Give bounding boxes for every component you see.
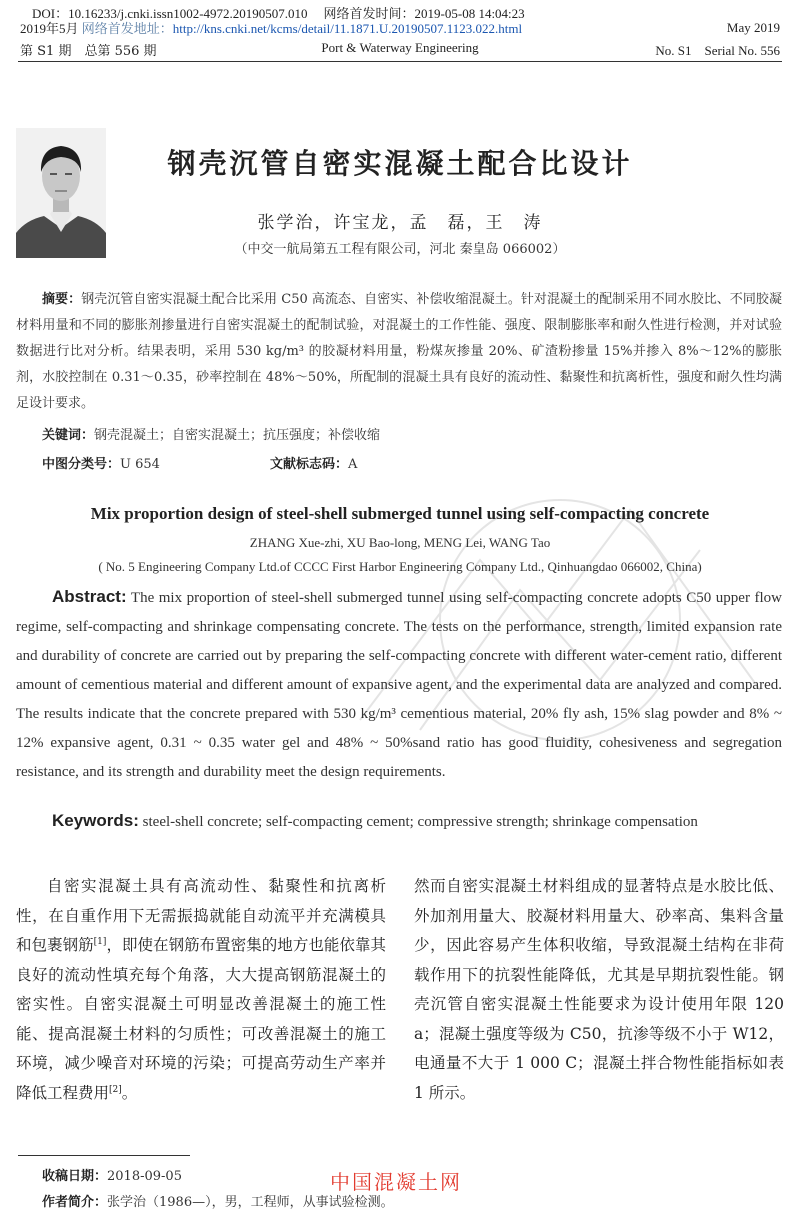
- received-date: [42, 1165, 182, 1184]
- body-column-right: 然而自密实混凝土材料组成的显著特点是水胶比低、外加剂用量大、胶凝材料用量大、砂率高、集料含量少，因此容易产生体积收缩，导致混凝土结构在非荷载作用下的抗裂性能降低，尤其是早期抗裂性能。钢壳沉管自密实混凝土性能要求为设计使用年限 120 a；混凝土强度等级为 C50，抗渗等级不小于 W12，电通量不大于 1 000 C；混凝土拌合物性能指标如表 1 所示。: [414, 877, 784, 1102]
- abstract-cn-text: 钢壳沉管自密实混凝土配合比采用 C50 高流态、自密实、补偿收缩混凝土。针对混凝土的配制采用不同水胶比、不同胶凝材料用量和不同的膨胀剂掺量进行自密实混凝土的配制试验，对混凝土的工作性能、强度、限制膨胀率和耐久性进行检测，并对试验数据进行比对分析。结果表明，采用 530 kg/m³ 的胶凝材料用量，粉煤灰掺量 20%、矿渣粉掺量 15%并掺入 8%～12%的膨胀剂，水胶控制在 0.31～0.35，砂率控制在 48%～50%，所配制的混凝土具有良好的流动性、黏聚性和抗离析性，强度和耐久性均满足设计要求。: [16, 292, 782, 411]
- affiliation-en: ( No. 5 Engineering Company Ltd.of CCCC First Harbor Engineering Company Ltd., Qinhuangdao 066002, China): [98, 559, 702, 574]
- date-left: 2019年5月: [20, 21, 79, 36]
- abstract-cn-label: 摘要：: [42, 292, 82, 307]
- body-left-text-2: ，即使在钢筋布置密集的地方也能依靠其良好的流动性填充每个角落，大大提高钢筋混凝土的密实性。自密实混凝土可明显改善混凝土的施工性能、提高混凝土材料的匀质性；可改善混凝土的施工环境，减少噪音对环境的污染；可提高劳动生产率并降低工程费用: [16, 936, 386, 1102]
- citation-ref-1[interactable]: [1]: [93, 936, 107, 947]
- authors-cn: 张学治，许宝龙，孟 磊，王 涛: [257, 213, 543, 233]
- header-rule: [18, 61, 782, 62]
- abstract-en: [16, 582, 782, 787]
- site-watermark-brand: 中国混凝土网: [330, 1170, 462, 1194]
- article-title-en: Mix proportion design of steel-shell submerged tunnel using self-compacting concrete: [90, 504, 710, 523]
- received-value: 2018-09-05: [107, 1169, 182, 1184]
- online-first-url-label: 网络首发地址：: [81, 21, 173, 36]
- author-bio-label: 作者简介：: [42, 1195, 108, 1210]
- body-left-text-3: 。: [121, 1083, 138, 1102]
- author-bio-text: 张学治（1986—），男，工程师，从事试验检测。: [107, 1195, 394, 1210]
- online-first-url-line: [20, 18, 522, 37]
- keywords-en: [52, 811, 698, 831]
- doc-code-label: 文献标志码：: [270, 457, 349, 472]
- clc-number: [42, 453, 160, 472]
- issue-left: 第 S1 期 总第 556 期: [20, 44, 157, 59]
- keywords-en-text: steel-shell concrete; self-compacting cement; compressive strength; shrinkage compensation: [142, 814, 698, 830]
- body-column-left: [16, 872, 386, 1108]
- article-title-cn: 钢壳沉管自密实混凝土配合比设计: [167, 147, 633, 180]
- clc-value: U 654: [120, 457, 160, 472]
- affiliation-cn: （中交一航局第五工程有限公司，河北 秦皇岛 066002）: [234, 242, 566, 257]
- doc-code-value: A: [348, 457, 358, 472]
- issue-right: No. S1 Serial No. 556: [655, 43, 780, 58]
- citation-ref-2[interactable]: [2]: [109, 1084, 122, 1095]
- keywords-en-label: Keywords:: [52, 811, 139, 830]
- authors-en: ZHANG Xue-zhi, XU Bao-long, MENG Lei, WANG Tao: [249, 535, 551, 550]
- date-right: May 2019: [726, 20, 780, 35]
- body-left-text-1: 自密实混凝土具有高流动性、黏聚性和抗离析性，在自重作用下无需振捣就能自动流平并充满模具和包裹钢筋: [16, 877, 386, 954]
- journal-name: Port & Waterway Engineering: [321, 40, 479, 55]
- keywords-cn: [42, 424, 380, 443]
- document-code: [270, 453, 357, 472]
- received-label: 收稿日期：: [42, 1169, 108, 1184]
- online-first-time: 网络首发时间：2019-05-08 14:04:23: [323, 6, 525, 21]
- clc-label: 中图分类号：: [42, 457, 121, 472]
- online-first-url-link[interactable]: http://kns.cnki.net/kcms/detail/11.1871.U.20190507.1123.022.html: [172, 21, 523, 36]
- abstract-en-text: The mix proportion of steel-shell submerged tunnel using self-compacting concrete adopts C50 upper flow regime, self-compacting and shrinkage compensating concrete. The tests on the performance, strength, limited expansion rate and durability of concrete are carried out by preparing the self-compacting concrete with different water-cement ratio, different amount of cementious material and different amount of expansive agent, and the experimental data are analyzed and compared. The results indicate that the concrete prepared with 530 kg/m³ cementious material, 20% fly ash, 15% slag powder and 8% ~ 12% expansive agent, 0.31 ~ 0.35 water gel and 48% ~ 50%sand ratio has good fluidity, cohesiveness and segregation resistance, and its strength and durability meet the design requirements.: [16, 590, 782, 780]
- doi: DOI：10.16233/j.cnki.issn1002-4972.20190507.010: [32, 6, 308, 21]
- footnote-rule: [18, 1155, 190, 1156]
- abstract-en-label: Abstract:: [52, 587, 127, 606]
- abstract-cn: [16, 287, 782, 417]
- keywords-cn-text: 钢壳混凝土；自密实混凝土；抗压强度；补偿收缩: [94, 428, 381, 443]
- keywords-cn-label: 关键词：: [42, 428, 95, 443]
